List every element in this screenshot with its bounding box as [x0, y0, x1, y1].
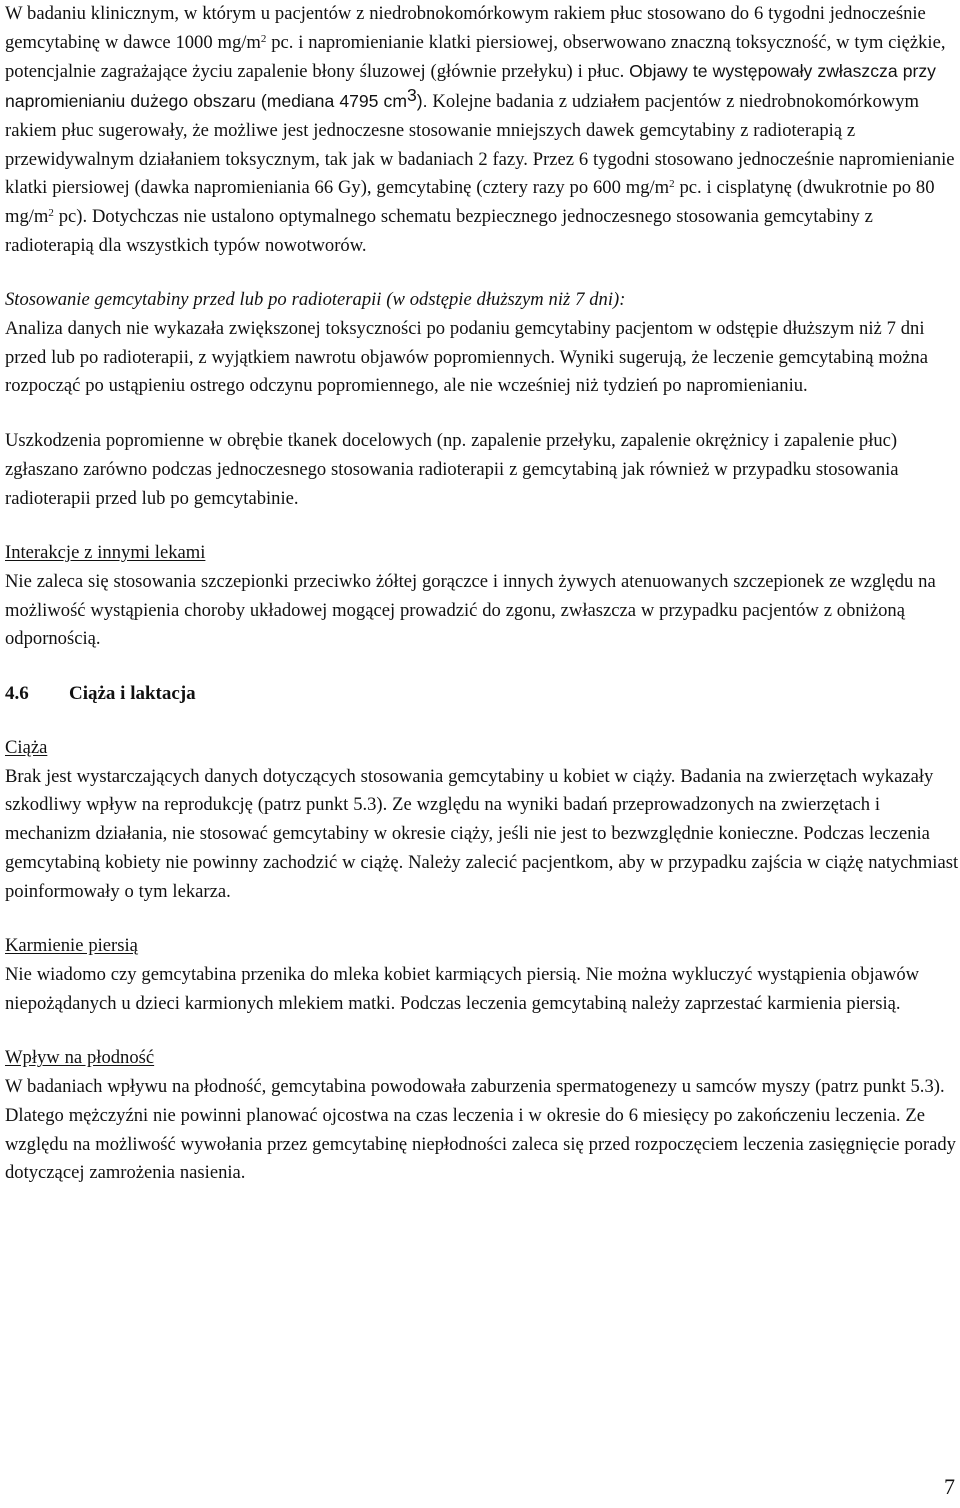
section-heading	[5, 680, 960, 708]
subheading-fertility: Wpływ na płodność	[5, 1047, 155, 1069]
document-page	[5, 0, 960, 1188]
text-run: pc. i napromienianie klatki piersiowej, obserwowano znaczną toksyczność, w tym ciężkie, potencjalnie zagrażające życiu zapalenie błony śluzowej (głównie przełyku) i płuc.	[5, 31, 946, 83]
paragraph-radiation-injury: Uszkodzenia popromienne w obrębie tkanek docelowych (np. zapalenie przełyku, zapalenie okrężnicy i zapalenie płuc) zgłaszano zarówno podczas jednoczesnego stosowania radioterapii z gemcytabiną jak również w przypadku stosowania radioterapii przed lub po gemcytabinie.	[5, 430, 899, 509]
paragraph-breastfeeding: Nie wiadomo czy gemcytabina przenika do mleka kobiet karmiących piersią. Nie można wykluczyć wystąpienia objawów niepożądanych u dzieci karmionych mlekiem matki. Podczas leczenia gemcytabiną należy zaprzestać karmienia piersią.	[5, 963, 920, 1014]
paragraph-interactions: Nie zaleca się stosowania szczepionki przeciwko żółtej gorączce i innych żywych atenuowanych szczepionek ze względu na możliwość wystąpienia choroby układowej mogącej prowadzić do zgonu, zwłaszcza w przypadku pacjentów z obniżoną odpornością.	[5, 570, 936, 650]
paragraph-before-after-radiotherapy: Analiza danych nie wykazała zwiększonej toksyczności po podaniu gemcytabiny pacjentom w odstępie dłuższym niż 7 dni przed lub po radioterapii, z wyjątkiem nawrotu objawów popromiennych. Wyniki sugerują, że leczenie gemcytabiną można rozpocząć po ustąpieniu ostrego odczynu popromiennego, ale nie wcześniej niż tydzień po napromienianiu.	[5, 318, 928, 397]
subheading-breastfeeding: Karmienie piersią	[5, 935, 138, 957]
subheading-pregnancy: Ciąża	[5, 737, 48, 759]
text-run-sans: ).	[416, 91, 428, 112]
text-run: W badaniu klinicznym, w którym u pacjentów z niedrobnokomórkowym rakiem płuc stosowano do 6 tygodni jednocześnie gemcytabinę w dawce 1000 mg/m	[5, 3, 926, 53]
superscript: 2	[48, 206, 54, 219]
subheading-interactions: Interakcje z innymi lekami	[5, 542, 206, 564]
text-run-sans: Objawy te występowały zwłaszcza przy napromienianiu dużego obszaru (mediana 4795 cm	[5, 61, 936, 112]
section-number: 4.6	[5, 683, 29, 705]
text-run: pc. i cisplatynę (dwukrotnie po 80 mg/m	[5, 177, 935, 227]
superscript: 2	[669, 178, 675, 191]
paragraph-pregnancy: Brak jest wystarczających danych dotyczących stosowania gemcytabiny u kobiet w ciąży. Badania na zwierzętach wykazały szkodliwy wpływ na reprodukcję (patrz punkt 5.3). Ze względu na wyniki badań przeprowadzonych na zwierzętach i mechanizm działania, nie stosować gemcytabiny w okresie ciąży, jeśli nie jest to bezwzględnie konieczne. Podczas leczenia gemcytabiną kobiety nie powinny zachodzić w ciążę. Należy zalecić pacjentkom, aby w przypadku zajścia w ciążę natychmiast poinformowały o tym lekarza.	[5, 765, 959, 902]
paragraph-fertility: W badaniach wpływu na płodność, gemcytabina powodowała zaburzenia spermatogenezy u samców myszy (patrz punkt 5.3). Dlatego mężczyźni nie powinni planować ojcostwa na czas leczenia i w okresie do 6 miesięcy po zakończeniu leczenia. Ze względu na możliwość wywołania przez gemcytabinę niepłodności zaleca się przed rozpoczęciem leczenia zasięgnięcie porady dotyczącej zamrożenia nasienia.	[5, 1076, 956, 1184]
section-title: Ciąża i laktacja	[69, 683, 196, 705]
text-run: Kolejne badania z udziałem pacjentów z niedrobnokomórkowym rakiem płuc sugerowały, że możliwe jest jednoczesne stosowanie mniejszych dawek gemcytabiny z radioterapią z przewidywalnym działaniem toksycznym, tak jak w badaniach 2 fazy. Przez 6 tygodni stosowano jednocześnie napromienianie klatki piersiowej (dawka napromieniania 66 Gy), gemcytabinę (cztery razy po 600 mg/m	[5, 91, 955, 199]
superscript: 3	[407, 85, 417, 106]
page-number: 7	[944, 1474, 955, 1499]
text-run: pc). Dotychczas nie ustalono optymalnego schematu bezpiecznego jednoczesnego stosowania gemcytabiny z radioterapią dla wszystkich typów nowotworów.	[5, 205, 873, 256]
superscript: 2	[260, 32, 267, 45]
subheading-before-after-radiotherapy: Stosowanie gemcytabiny przed lub po radioterapii (w odstępie dłuższym niż 7 dni):	[5, 289, 626, 311]
paragraph-radiotherapy-concurrent	[5, 0, 960, 260]
